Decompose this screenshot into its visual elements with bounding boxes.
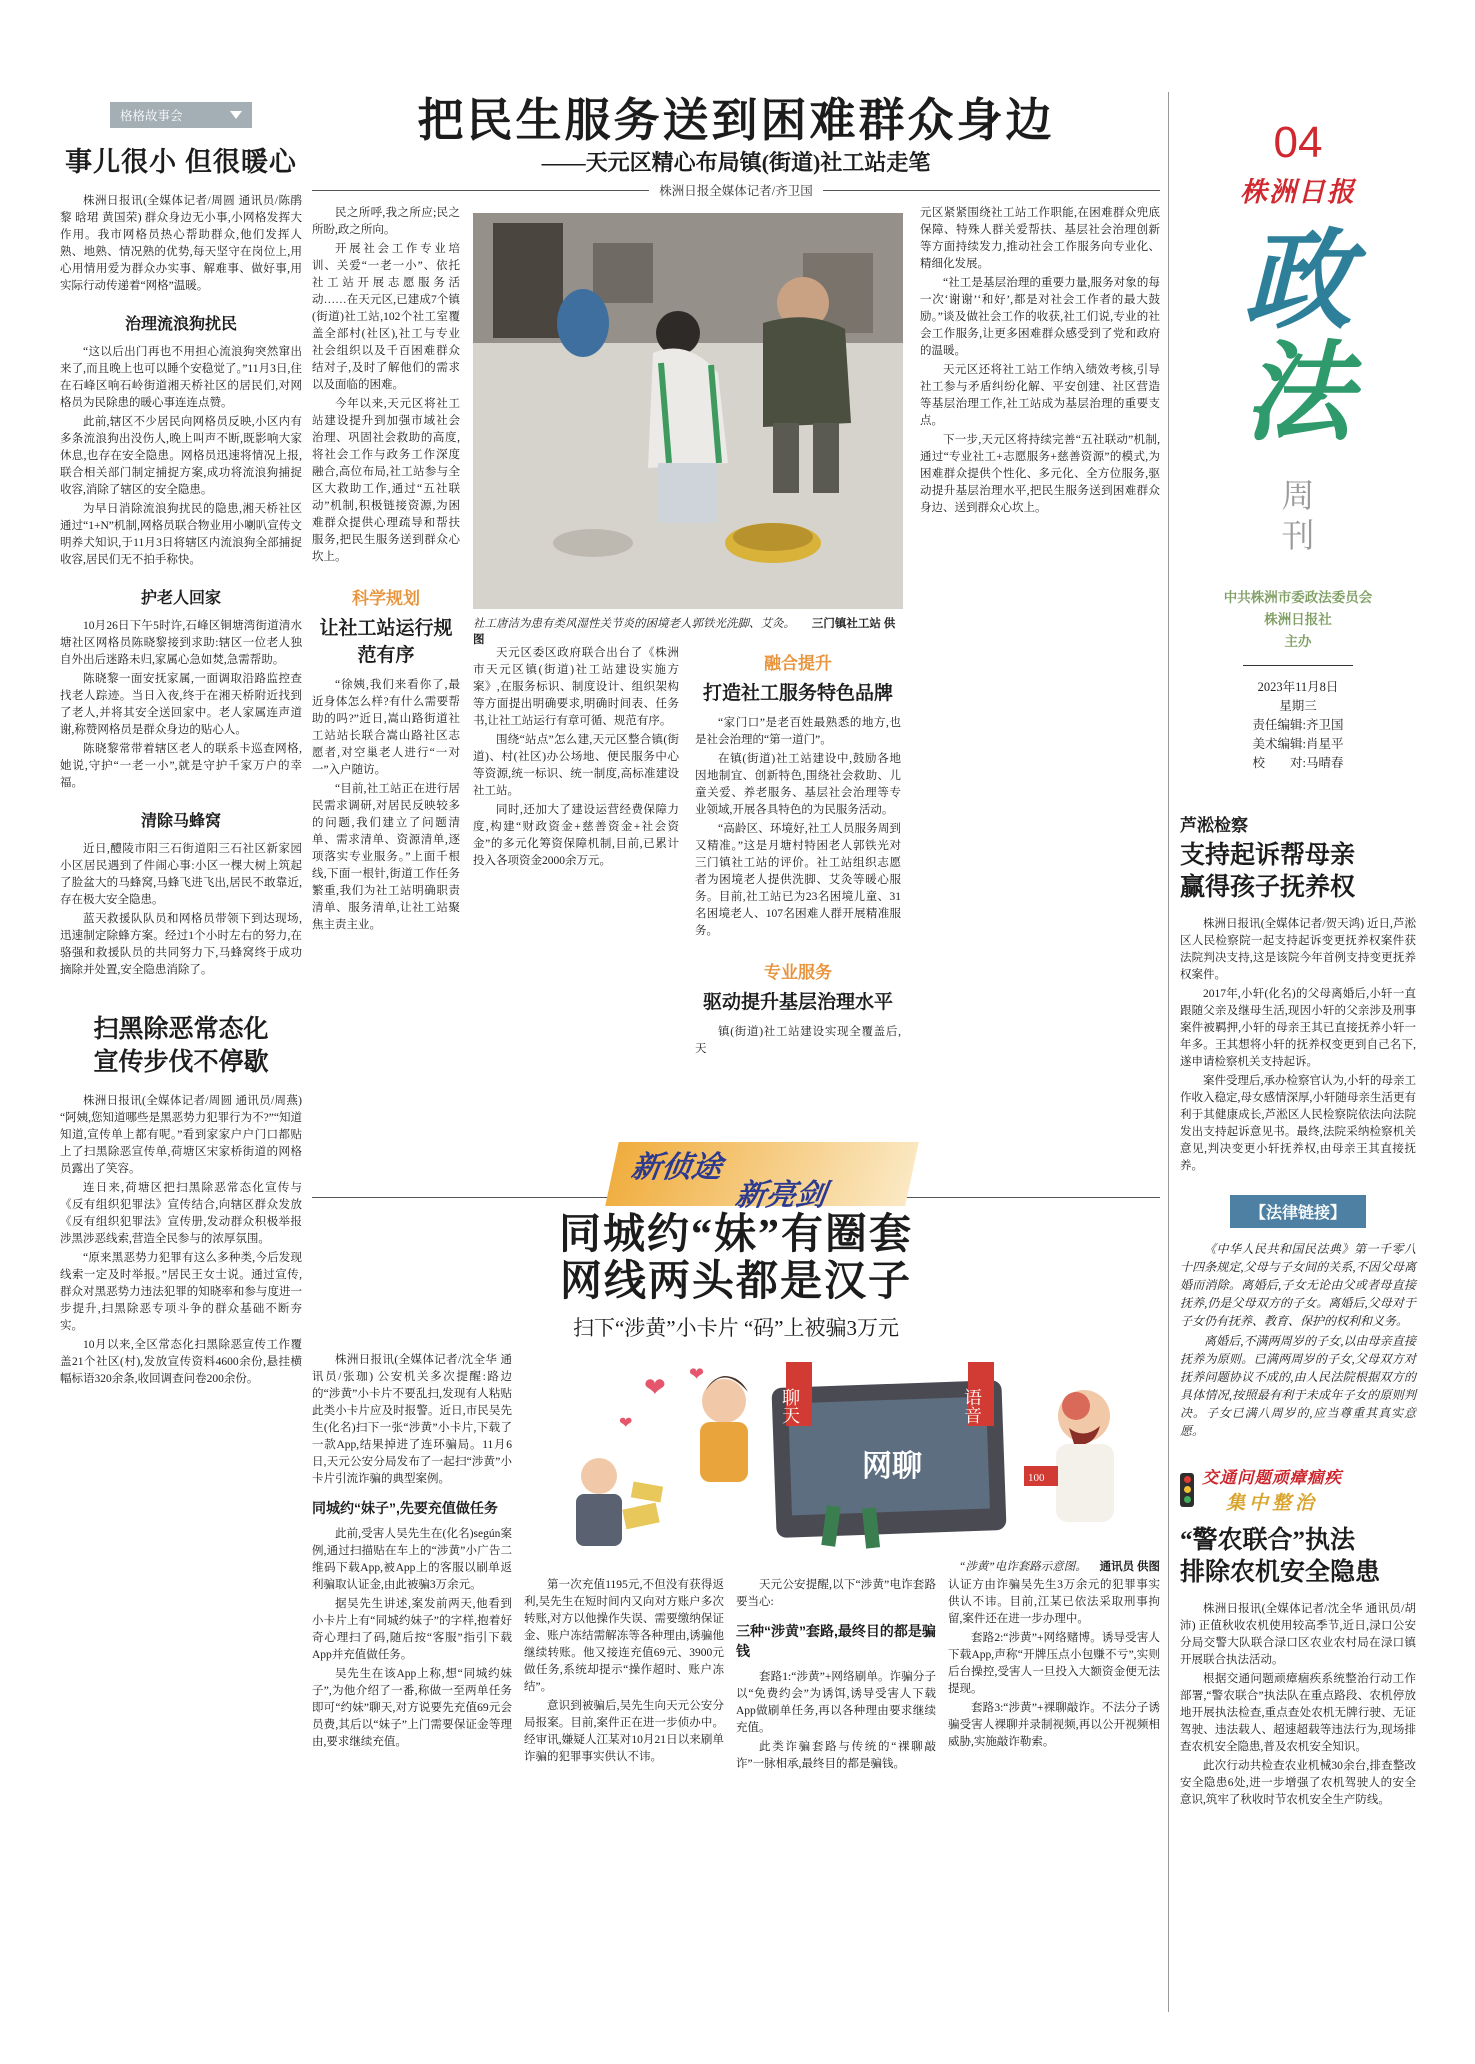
- scam-headline-line1: 同城约“妹”有圈套: [558, 1212, 913, 1258]
- publisher-rule: [1243, 665, 1353, 666]
- byline-rule-right: [823, 190, 1160, 191]
- paragraph: 套路1:“涉黄”+网络刷单。诈骗分子以“免费约会”为诱饵,诱导受害人下载App做刷单任务,再以各种理由要求继续充值。: [736, 1671, 936, 1734]
- right-article2-title: [1180, 1525, 1416, 1589]
- law-link-badge: 【法律链接】: [1230, 1195, 1366, 1228]
- left-article1-title: 事儿很小 但很暖心: [65, 147, 297, 177]
- main-byline: [312, 181, 1160, 199]
- paragraph: 根据交通问题顽瘴痼疾系统整治行动工作部署,“警农联合”执法队在重点路段、农机停放地开展执法检查,重点查处农机无牌行驶、无证驾驶、违法载人、超速超载等违法行为,现场排查农机安全隐患,普及农机安全知识。: [1180, 1673, 1416, 1753]
- column-banner: [605, 1142, 919, 1212]
- paragraph: 套路3:“涉黄”+裸聊敲诈。不法分子诱骗受害人裸聊并录制视频,再以公开视频相威胁,实施敲诈勒索。: [948, 1702, 1160, 1748]
- paragraph: “高龄区、环境好,社工人员服务周到又精准。”这是月塘村特困老人郭铁光对三门镇社工站的评价。社工站组织志愿者为困境老人提供洗脚、艾灸等暖心服务。目前,社工站已为23名困境儿童、31名困境老人、107名困难人群开展精准服务。: [695, 823, 901, 937]
- right-article2-title-line2: 排除农机安全隐患: [1180, 1559, 1381, 1586]
- main-byline-text: 株洲日报全媒体记者/齐卫国: [659, 184, 813, 198]
- paragraph: 下一步,天元区将持续完善“五社联动”机制,通过“专业社工+志愿服务+慈善资源”的模式,为困难群众提供个性化、多元化、全方位服务,驱动提升基层治理水平,把民生服务送到困难群众身边、送到群众心坎上。: [920, 434, 1160, 514]
- paragraph: 天元区委区政府联合出台了《株洲市天元区镇(街道)社工站建设实施方案》,在服务标识、制度设计、组织架构等方面提出明确要求,明确时间表、任务书,让社工站运行有章可循、规范有序。: [473, 647, 679, 727]
- law-paragraph: 《中华人民共和国民法典》第一千零八十四条规定,父母与子女间的关系,不因父母离婚而消除。离婚后,子女无论由父或者母直接抚养,仍是父母双方的子女。离婚后,父母对于子女仍有抚养、教育、保护的权利和义务。: [1180, 1242, 1416, 1328]
- caption-text: “涉黄”电诈套路示意图。: [958, 1561, 1087, 1573]
- column-badge-label: 格格故事会: [120, 109, 183, 123]
- traffic-light-icon: [1180, 1473, 1194, 1507]
- paragraph: 天元公安提醒,以下“涉黄”电诈套路要当心:: [736, 1579, 936, 1608]
- paragraph: 套路2:“涉黄”+网络赌博。诱导受害人下载App,声称“开牌压点小包赚不亏”,实则后台操控,受害人一旦投入大额资金便无法提现。: [948, 1632, 1160, 1695]
- section3-kicker: 专业服务: [764, 963, 832, 982]
- masthead-weekly: [1180, 477, 1416, 557]
- section2-kicker: 融合提升: [764, 654, 832, 673]
- banknote-label: 100: [1028, 1472, 1045, 1484]
- paragraph: 10月以来,全区常态化扫黑除恶宣传工作覆盖21个社区(村),发放宣传资料4600余份,悬挂横幅标语320余条,收回调查问卷200余份。: [60, 1339, 302, 1385]
- left-column: [60, 102, 302, 1390]
- heart-icon: ❤: [644, 1373, 666, 1402]
- banner-voice-label: 语音: [962, 1388, 982, 1424]
- page-number: 04: [1273, 118, 1323, 167]
- scam-col2: [524, 1577, 724, 2012]
- right-article1-title: [1180, 840, 1416, 904]
- scam-illustration: [524, 1356, 1160, 1554]
- paragraph: 同时,还加大了建设运营经费保障力度,构建“财政资金+慈善资金+社会资金”的多元化筹资保障机制,目前,已累计投入各项资金2000余万元。: [473, 804, 679, 867]
- date-block: [1180, 678, 1416, 773]
- banner-line2: 新亮剑: [733, 1179, 829, 1212]
- main-col1: [312, 205, 460, 1135]
- caption-credit: 三门镇社工站 供图: [473, 618, 896, 646]
- masthead-char-fa: 法: [1243, 335, 1352, 454]
- paragraph: 为早日消除流浪狗扰民的隐患,湘天桥社区通过“1+N”机制,网格员联合物业用小喇叭宣传文明养犬知识,于11月3日将辖区内流浪狗全部捕捉收容,居民们无不拍手称快。: [60, 503, 302, 566]
- heart-icon: ❤: [619, 1415, 633, 1432]
- left-section1-title: 治理流浪狗扰民: [124, 316, 237, 333]
- date-line: 星期三: [1279, 699, 1317, 713]
- traffic-campaign-badge: [1180, 1464, 1416, 1515]
- paragraph: 陈晓黎常带着辖区老人的联系卡巡查网格,她说,守护“一老一小”,就是守护千家万户的幸福。: [60, 743, 302, 789]
- left-article2-title-line2: 宣传步伐不停歇: [93, 1049, 269, 1076]
- paragraph: “徐姨,我们来看你了,最近身体怎么样?有什么需要帮助的吗?”近日,嵩山路街道社工站站长联合嵩山路社区志愿者,对空巢老人进行“一对一”入户随访。: [312, 679, 460, 776]
- paragraph: 第一次充值1195元,不但没有获得返利,吴先生在短时间内又向对方账户多次转账,对方以他操作失误、需要缴纳保证金、账户冻结需解冻等各种理由,诱骗他继续转账。他又接连充值69元、3900元做任务,系统却提示“操作超时、账户冻结”。: [524, 1579, 724, 1693]
- editor-line: 责任编辑:齐卫国: [1252, 718, 1344, 732]
- paragraph: 株洲日报讯(全媒体记者/周圆 通讯员/周燕) “阿姨,您知道哪些是黑恶势力犯罪行为不?”“知道知道,宣传单上都有呢。”看到家家户户门口都贴上了扫黑除恶宣传单,荷塘区宋家桥街道的网格员露出了笑容。: [60, 1095, 302, 1175]
- left-article2-title-line1: 扫黑除恶常态化: [93, 1016, 269, 1043]
- right-article2-title-line1: “警农联合”执法: [1180, 1527, 1356, 1554]
- paragraph: 吴先生在该App上称,想“同城约妹子”,为他介绍了一番,称做一至两单任务即可“约妹”聊天,对方说要先充值69元会员费,其后以“妹子”上门需要保证金等理由,要求继续充值。: [312, 1668, 512, 1748]
- paragraph: 株洲日报讯(全媒体记者/贺天鸿) 近日,芦淞区人民检察院一起支持起诉变更抚养权案件获法院判决支持,这是该院今年首例支持变更抚养权案件。: [1180, 918, 1416, 981]
- main-col2: [473, 645, 679, 1135]
- paragraph: 开展社会工作专业培训、关爱“一老一小”、依托社工站开展志愿服务活动……在天元区,已建成7个镇(街道)社工站,102个社工室覆盖全部村(社区),社工与专业社会组织以及千百困难群众结对子,及时了解他们的需求以及面临的困难。: [312, 243, 460, 391]
- right-column-rule: [1168, 92, 1169, 2012]
- paragraph: “原来黑恶势力犯罪有这么多种类,今后发现线索一定及时举报。”居民王女士说。通过宣传,群众对黑恶势力违法犯罪的知晓率和参与度进一步提升,扫黑除恶专项斗争的群众基础不断夯实。: [60, 1252, 302, 1332]
- main-col3: [695, 645, 901, 1135]
- scam-col4: [948, 1577, 1160, 2012]
- publisher-line: 株洲日报社: [1264, 612, 1332, 627]
- masthead-char-zheng: 政: [1243, 223, 1352, 342]
- paragraph: 今年以来,天元区将社工站建设提升到加强市域社会治理、巩固社会救助的高度,将社会工作与政务工作深度融合,高位布局,社工站参与全区大救助工作,通过“五社联动”机制,积极链接资源,为困难群众提供心理疏导和帮扶服务,把民生服务送到群众心坎上。: [312, 398, 460, 563]
- right-article1-kicker: 芦淞检察: [1180, 816, 1248, 835]
- right-article1-title-line1: 支持起诉帮母亲: [1180, 842, 1356, 869]
- section3-title: 驱动提升基层治理水平: [702, 992, 893, 1013]
- left-section2-title: 护老人回家: [140, 590, 221, 607]
- paragraph: 株洲日报讯(全媒体记者/沈全华 通讯员/胡沛) 正值秋收农机使用较高季节,近日,渌口公安分局交警大队联合渌口区农业农村局在渌口镇开展联合执法活动。: [1180, 1603, 1416, 1666]
- traffic-badge-line1: 交通问题顽瘴痼疾: [1202, 1469, 1342, 1487]
- masthead-script: [1180, 223, 1416, 454]
- main-article: [312, 205, 1160, 1135]
- scam-col1: [312, 1352, 512, 2012]
- paragraph: 镇(街道)社工站建设实现全覆盖后,天: [695, 1026, 901, 1055]
- paragraph: 蓝天救援队队员和网格员带领下到达现场,迅速制定除蜂方案。经过1个小时左右的努力,在骆强和救援队员的共同努力下,马蜂窝终于成功摘除并处置,安全隐患消除了。: [60, 913, 302, 976]
- paragraph: 此前,受害人吴先生在(化名)según案例,通过扫描贴在车上的“涉黄”小广告二维码下载App,被App上的客服以刷单返利骗取认证金,由此被骗3万余元。: [312, 1528, 512, 1591]
- right-article1-title-line2: 赢得孩子抚养权: [1180, 874, 1356, 901]
- paragraph: 意识到被骗后,吴先生向天元公安分局报案。目前,案件正在进一步侦办中。经审讯,嫌疑人江某对10月21日以来刷单诈骗的犯罪事实供认不讳。: [524, 1700, 724, 1763]
- scam-subhead: 扫下“涉黄”小卡片 “码”上被骗3万元: [572, 1316, 900, 1340]
- paragraph: 此前,辖区不少居民向网格员反映,小区内有多条流浪狗出没伤人,晚上叫声不断,既影响大家休息,也存在安全隐患。网格员迅速将情况上报,联合相关部门制定捕捉方案,成功将流浪狗捕捉收容,消除了辖区的安全隐患。: [60, 416, 302, 496]
- paragraph: 株洲日报讯(全媒体记者/沈全华 通讯员/张珈) 公安机关多次提醒:路边的“涉黄”小卡片不要乱扫,发现有人粘贴此类小卡片应及时报警。近日,市民吴先生(化名)扫下一张“涉黄”小卡片,下载了一款App,结果掉进了连环骗局。11月6日,天元公安分局发布了一起扫“涉黄”小卡片引流诈骗的典型案例。: [312, 1354, 512, 1485]
- banner-line1: 新侦途: [629, 1151, 724, 1184]
- column-badge: [110, 102, 252, 128]
- scam-headline-line2: 网线两头都是汉子: [559, 1259, 912, 1305]
- masthead-weekly-char: 周: [1281, 479, 1315, 515]
- editor-line: 校 对:马晴春: [1252, 756, 1344, 770]
- main-photo: [473, 213, 903, 609]
- paragraph: 认证方由诈骗吴先生3万余元的犯罪事实供认不讳。目前,江某已依法采取刑事拘留,案件还在进一步办理中。: [948, 1579, 1160, 1625]
- section1-title: 让社工站运行规范有序: [319, 618, 453, 666]
- paragraph: 此类诈骗套路与传统的“裸聊敲诈”一脉相承,最终目的都是骗钱。: [736, 1741, 936, 1770]
- paragraph: 围绕“站点”怎么建,天元区整合镇(街道)、村(社区)办公场地、便民服务中心等资源,统一标识、统一制度,高标准建设社工站。: [473, 734, 679, 797]
- main-photo-caption: [473, 615, 903, 647]
- paragraph: 元区紧紧围绕社工站工作职能,在困难群众兜底保障、特殊人群关爱帮扶、基层社会治理创新等方面持续发力,推动社会工作服务向专业化、精细化发展。: [920, 207, 1160, 270]
- right-column: [1180, 118, 1416, 1811]
- left-article1-lead: 株洲日报讯(全媒体记者/周圆 通讯员/陈鹃黎 晗珺 黄国荣) 群众身边无小事,小网格发挥大作用。我市网格员热心帮助群众,他们发挥人熟、地熟、情况熟的优势,每天坚守在岗位上,用心用情用爱为群众办实事、解难事、做好事,用实际行动传递着“网格”温暖。: [60, 195, 302, 292]
- scam-subhead1: 同城约“妹子”,先要充值做任务: [312, 1500, 498, 1516]
- paragraph: 天元区还将社工站工作纳入绩效考核,引导社工参与矛盾纠纷化解、平安创建、社区营造等基层治理工作,社工站成为基层治理的重要支点。: [920, 364, 1160, 427]
- paragraph: 连日来,荷塘区把扫黑除恶常态化宣传与《反有组织犯罪法》宣传结合,向辖区群众发放《反有组织犯罪法》宣传册,发动群众积极举报涉黑涉恶线索,营造全民参与的浓厚氛围。: [60, 1182, 302, 1245]
- paragraph: 2017年,小轩(化名)的父母离婚后,小轩一直跟随父亲及继母生活,现因小轩的父亲涉及刑事案件被羁押,小轩的母亲王其已直接抚养小轩一年多。王其想将小轩的抚养权变更到自己名下,遂申请检察机关支持起诉。: [1180, 988, 1416, 1068]
- section1-kicker: 科学规划: [352, 589, 420, 608]
- masthead-weekly-char: 刊: [1281, 519, 1315, 555]
- caption-credit: 通讯员 供图: [1099, 1561, 1160, 1573]
- screen-label: 网聊: [862, 1450, 922, 1483]
- paragraph: 陈晓黎一面安抚家属,一面调取沿路监控查找老人踪迹。当日入夜,终于在湘天桥附近找到了老人,并将其安全送回家中。老人家属连声道谢,称赞网格员是群众身边的贴心人。: [60, 673, 302, 736]
- main-headline: 把民生服务送到困难群众身边: [417, 94, 1055, 146]
- paragraph: 案件受理后,承办检察官认为,小轩的母亲工作收入稳定,母女感情深厚,小轩随母亲生活更有利于其健康成长,芦淞区人民检察院依法向法院发出支持起诉意见书。最终,法院采纳检察机关意见,判决变更小轩抚养权,由母亲王其直接抚养。: [1180, 1075, 1416, 1172]
- paragraph: “这以后出门再也不用担心流浪狗突然窜出来了,而且晚上也可以睡个安稳觉了。”11月3日,住在石峰区响石岭街道湘天桥社区的居民们,对网格员为民除患的暖心事连连点赞。: [60, 346, 302, 409]
- banner-chat-label: 聊天: [780, 1388, 800, 1424]
- traffic-badge-line2: 集中整治: [1225, 1493, 1318, 1514]
- law-paragraph: 离婚后,不满两周岁的子女,以由母亲直接抚养为原则。已满两周岁的子女,父母双方对抚养问题协议不成的,由人民法院根据双方的具体情况,按照最有利于未成年子女的原则判决。子女已满八周岁的,应当尊重其真实意愿。: [1180, 1334, 1416, 1438]
- publisher-line: 主办: [1284, 634, 1312, 649]
- masthead-paper-name: 株洲日报: [1240, 177, 1356, 207]
- scam-article: [312, 1352, 1160, 2012]
- scam-subhead2: 三种“涉黄”套路,最终目的都是骗钱: [736, 1623, 936, 1659]
- paragraph: 据吴先生讲述,案发前两天,他看到小卡片上有“同城约妹子”的字样,抱着好奇心理扫了码,随后按“客服”指引下载App并充值做任务。: [312, 1598, 512, 1661]
- main-photo-illustration: [473, 213, 903, 609]
- left-article2-title: [60, 1013, 302, 1079]
- left-section3-title: 清除马蜂窝: [140, 813, 221, 830]
- scam-col3: [736, 1577, 936, 2012]
- paragraph: 10月26日下午5时许,石峰区铜塘湾街道清水塘社区网格员陈晓黎接到求助:辖区一位老人独自外出后迷路未归,家属心急如焚,急需帮助。: [60, 620, 302, 666]
- scam-headline: [312, 1212, 1160, 1306]
- paragraph: “家门口”是老百姓最熟悉的地方,也是社会治理的“第一道门”。: [695, 717, 901, 746]
- date-line: 2023年11月8日: [1257, 680, 1339, 694]
- paragraph: 近日,醴陵市阳三石街道阳三石社区新家园小区居民遇到了件闹心事:小区一棵大树上筑起了脸盆大的马蜂窝,马蜂飞进飞出,居民不敢靠近,存在极大安全隐患。: [60, 843, 302, 906]
- main-col4: [920, 205, 1160, 1135]
- paragraph: “社工是基层治理的重要力量,服务对象的每一次‘谢谢’‘和好’,都是对社会工作者的最大鼓励。”谈及做社会工作的收获,社工们说,专业的社会工作服务,让更多困难群众感受到了党和政府的温暖。: [920, 277, 1160, 357]
- editor-line: 美术编辑:肖星平: [1252, 737, 1344, 751]
- paragraph: 民之所呼,我之所应;民之所盼,政之所向。: [312, 207, 460, 236]
- scam-cartoon: [524, 1356, 1160, 1554]
- section2-title: 打造社工服务特色品牌: [702, 683, 893, 704]
- byline-rule-left: [312, 190, 649, 191]
- chevron-down-icon: [230, 111, 242, 119]
- main-subhead: ——天元区精心布局镇(街道)社工站走笔: [541, 150, 931, 175]
- caption-text: 社工唐洁为患有类风湿性关节炎的困境老人郭铁光洗脚、艾灸。: [473, 618, 795, 630]
- paragraph: 在镇(街道)社工站建设中,鼓励各地因地制宜、创新特色,围绕社会救助、儿童关爱、养老服务、基层社会治理等专业领域,开展各具特色的为民服务活动。: [695, 753, 901, 816]
- paragraph: “目前,社工站正在进行居民需求调研,对居民反映较多的问题,我们建立了问题清单、需求清单、资源清单,逐项落实专业服务。”上面千根线,下面一根针,街道工作任务繁重,我们为社工站明确职责清单、服务清单,让社工站聚焦主责主业。: [312, 783, 460, 931]
- publisher-block: [1180, 587, 1416, 653]
- publisher-line: 中共株洲市委政法委员会: [1223, 590, 1373, 605]
- heart-icon: ❤: [689, 1364, 705, 1384]
- scam-illustration-caption: [742, 1558, 1160, 1574]
- paragraph: 此次行动共检查农业机械30余台,排查整改安全隐患6处,进一步增强了农机驾驶人的安全意识,筑牢了秋收时节农机安全生产防线。: [1180, 1760, 1416, 1806]
